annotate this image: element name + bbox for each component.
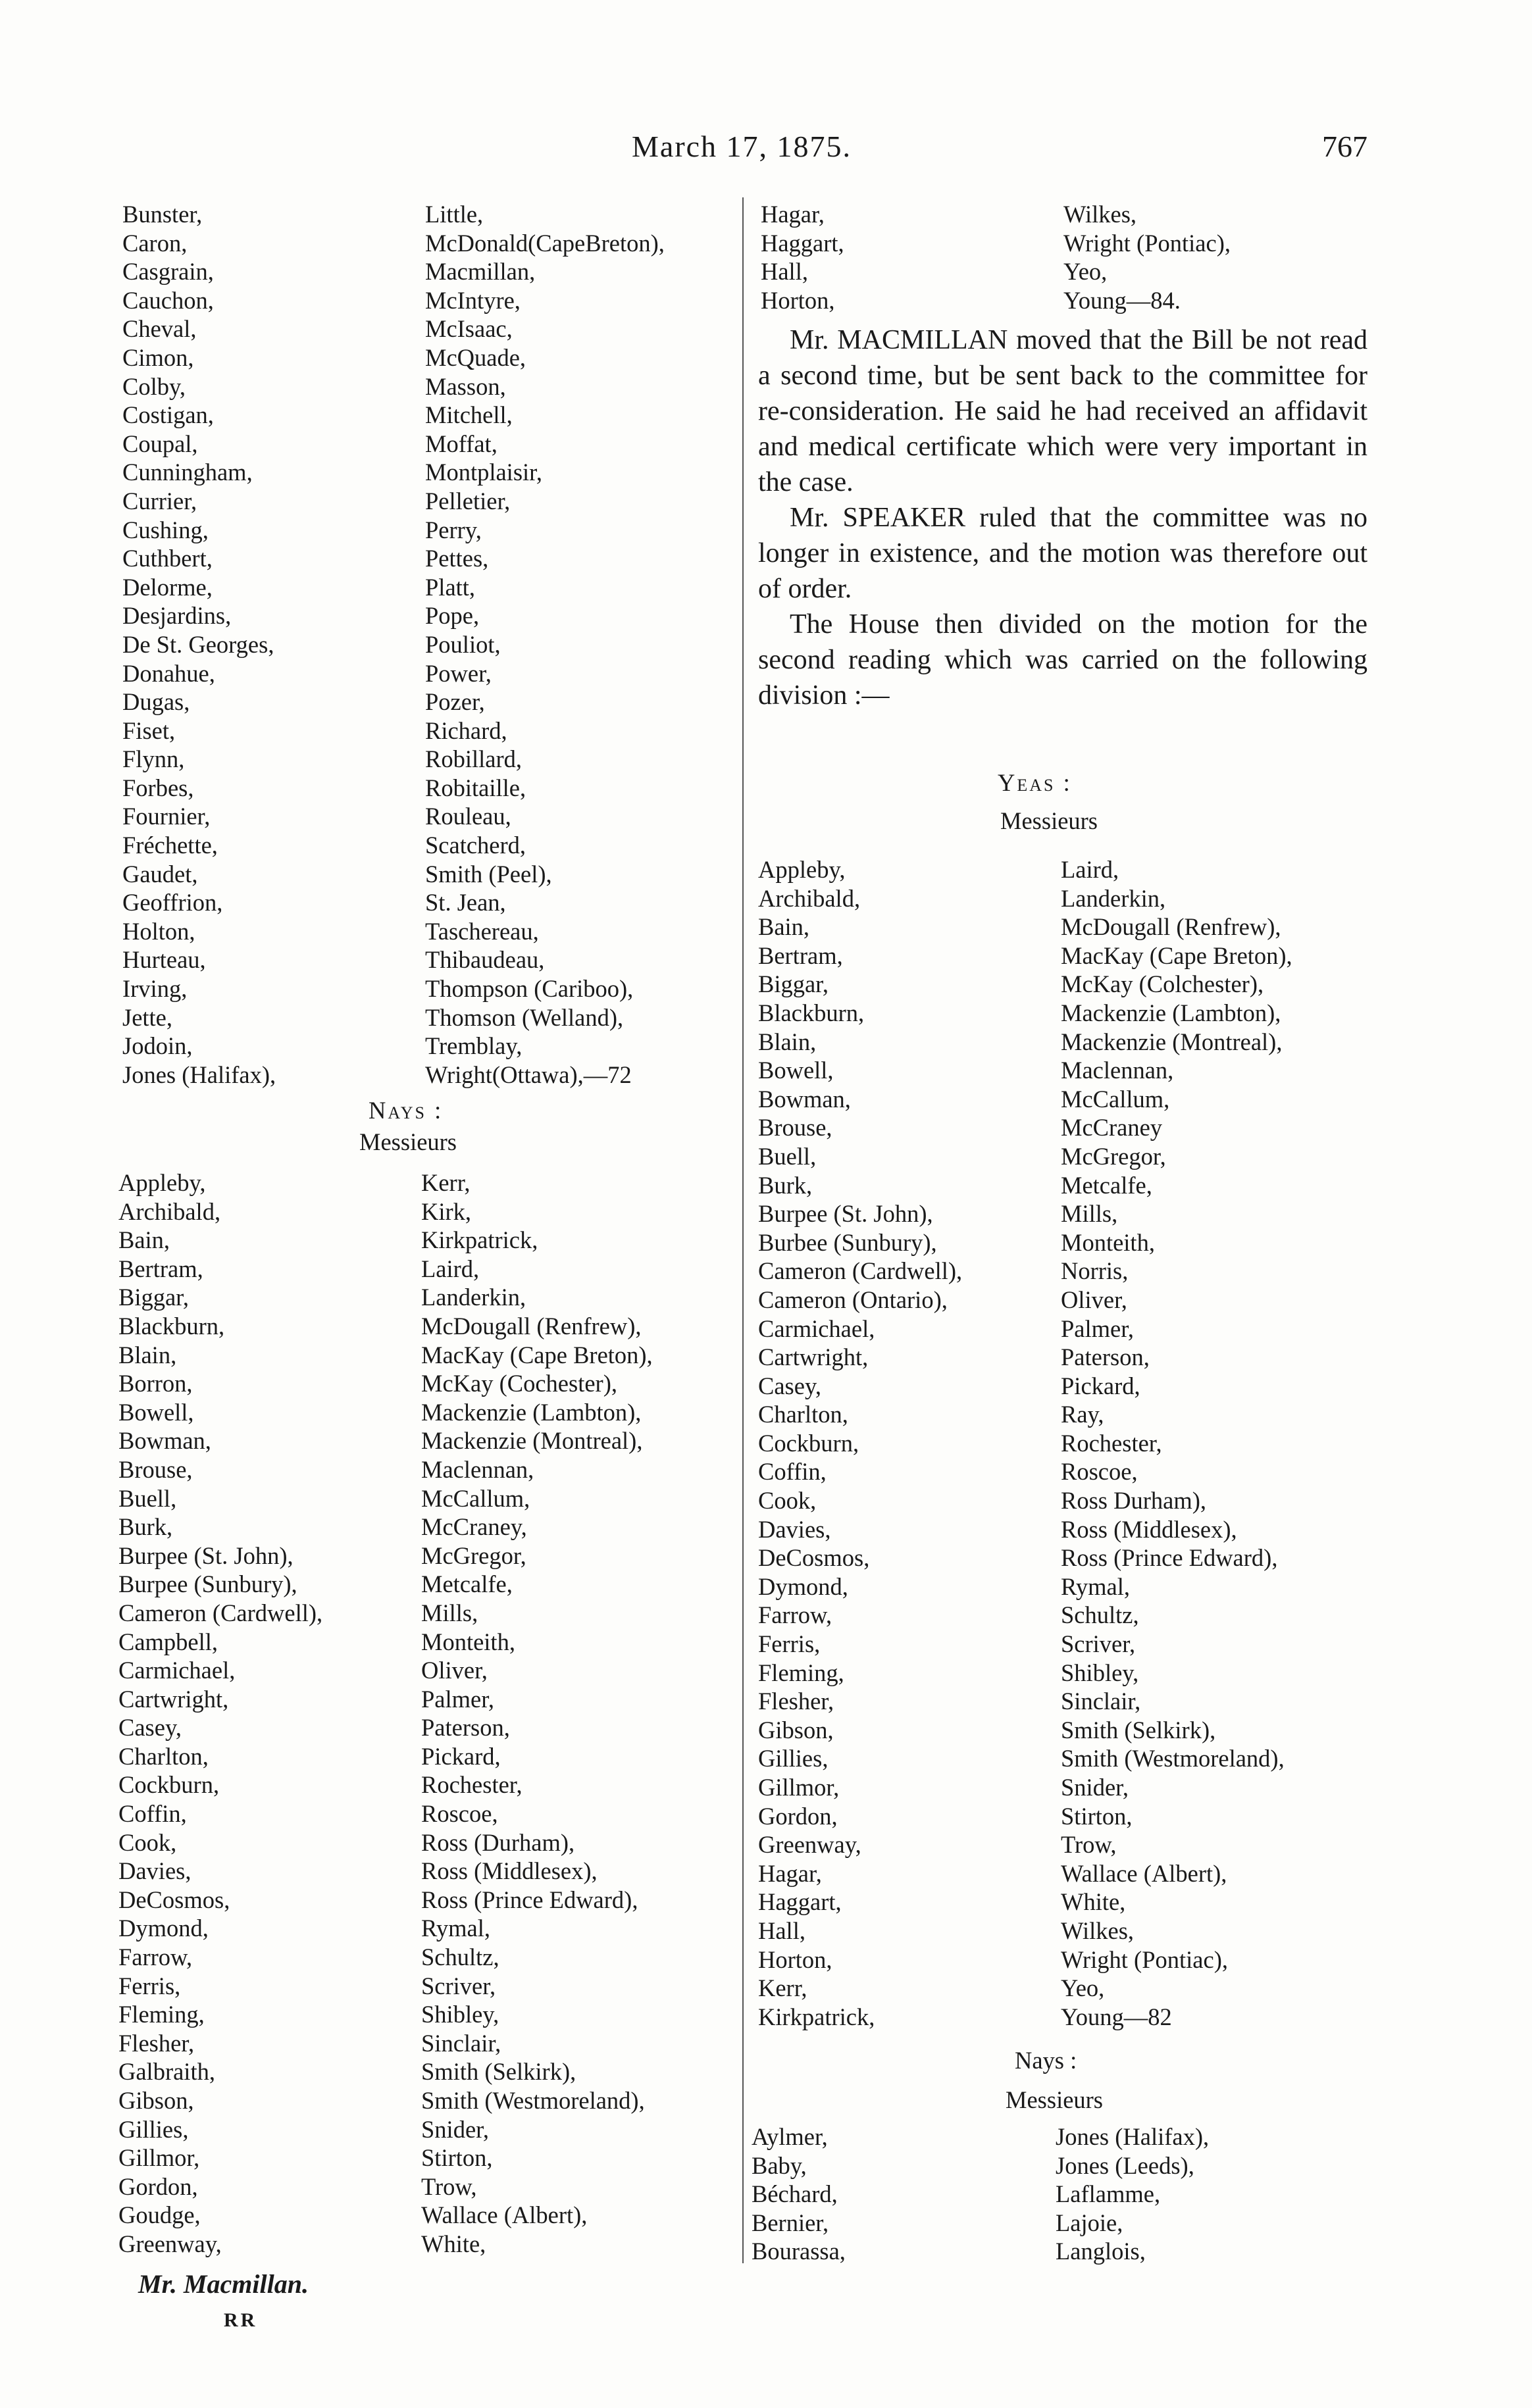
- member-name: Blain,: [758, 1028, 817, 1055]
- right-nays-heading: Nays :: [1015, 2047, 1077, 2074]
- member-name: Rymal,: [1061, 1572, 1130, 1600]
- member-name: Wilkes,: [1061, 1917, 1135, 1944]
- member-name: Rymal,: [421, 1915, 490, 1942]
- member-name: Moffat,: [425, 430, 498, 457]
- left-nays-heading: Nays :: [369, 1097, 444, 1124]
- member-name: Hurteau,: [122, 946, 206, 974]
- member-name: Mackenzie (Montreal),: [1061, 1028, 1283, 1055]
- member-name: Gillies,: [118, 2115, 189, 2143]
- column-divider: [742, 197, 744, 2263]
- member-name: Monteith,: [1061, 1228, 1155, 1256]
- member-name: Cauchon,: [122, 286, 214, 314]
- right-nays-col1: [752, 2122, 846, 2266]
- member-name: Haggart,: [758, 1888, 842, 1916]
- member-name: McDougall (Renfrew),: [421, 1312, 642, 1340]
- member-name: Metcalfe,: [1061, 1171, 1152, 1199]
- member-name: Robitaille,: [425, 774, 526, 801]
- member-name: Burpee (St. John),: [758, 1200, 933, 1228]
- member-name: Perry,: [425, 516, 482, 543]
- member-name: Ross (Middlesex),: [421, 1857, 598, 1885]
- member-name: Rochester,: [421, 1771, 523, 1799]
- member-name: McCraney,: [421, 1513, 527, 1541]
- member-name: Gordon,: [758, 1802, 838, 1830]
- member-name: Landerkin,: [1061, 884, 1166, 912]
- member-name: Kirk,: [421, 1197, 472, 1225]
- member-name: Yeo,: [1063, 258, 1108, 286]
- member-name: Gillmor,: [758, 1774, 840, 1801]
- member-name: Cartwright,: [118, 1685, 229, 1713]
- member-name: Laflamme,: [1056, 2180, 1161, 2208]
- member-name: Fréchette,: [122, 832, 218, 859]
- member-name: Currier,: [122, 487, 197, 514]
- member-name: Mackenzie (Montreal),: [421, 1427, 643, 1455]
- member-name: Shibley,: [421, 2001, 499, 2028]
- member-name: Montplaisir,: [425, 459, 542, 486]
- member-name: Dugas,: [122, 688, 190, 716]
- member-name: Ross Durham),: [1061, 1487, 1207, 1515]
- member-name: McDougall (Renfrew),: [1061, 913, 1281, 941]
- member-name: Kerr,: [758, 1974, 807, 2002]
- member-name: Taschereau,: [425, 917, 539, 945]
- member-name: Wilkes,: [1063, 201, 1137, 228]
- member-name: Mitchell,: [425, 401, 513, 429]
- member-name: Pickard,: [1061, 1372, 1140, 1399]
- member-name: Desjardins,: [122, 602, 232, 630]
- member-name: McCraney: [1061, 1114, 1163, 1141]
- member-name: Coffin,: [758, 1458, 827, 1486]
- member-name: Wright (Pontiac),: [1061, 1945, 1228, 1973]
- member-name: Oliver,: [1061, 1286, 1127, 1313]
- member-name: Gillies,: [758, 1745, 829, 1772]
- member-name: Bunster,: [122, 201, 203, 228]
- member-name: Davies,: [118, 1857, 192, 1885]
- member-name: Ferris,: [758, 1630, 821, 1658]
- member-name: Cameron (Ontario),: [758, 1286, 948, 1313]
- member-name: Maclennan,: [421, 1455, 534, 1483]
- member-name: Costigan,: [122, 401, 214, 429]
- right-nays-col2: [1056, 2122, 1209, 2266]
- member-name: Bowell,: [758, 1057, 834, 1084]
- member-name: Bowman,: [758, 1085, 851, 1113]
- member-name: Palmer,: [421, 1685, 495, 1713]
- member-name: Laird,: [1061, 856, 1119, 883]
- member-name: Colby,: [122, 372, 186, 400]
- member-name: Power,: [425, 659, 492, 687]
- right-yeas-col2: [1061, 855, 1292, 2031]
- member-name: Carmichael,: [118, 1657, 236, 1684]
- member-name: Bowman,: [118, 1427, 211, 1455]
- member-name: Sinclair,: [421, 2029, 501, 2057]
- member-name: Smith (Westmoreland),: [1061, 1745, 1285, 1772]
- member-name: Little,: [425, 201, 484, 228]
- member-name: Cushing,: [122, 516, 209, 543]
- member-name: Norris,: [1061, 1257, 1129, 1285]
- member-name: Cameron (Cardwell),: [118, 1599, 323, 1626]
- member-name: Brouse,: [758, 1114, 832, 1141]
- member-name: Carmichael,: [758, 1315, 875, 1342]
- member-name: Wright(Ottawa),—72: [425, 1061, 632, 1088]
- member-name: Bourassa,: [752, 2238, 846, 2265]
- member-name: Metcalfe,: [421, 1570, 513, 1598]
- member-name: De St. Georges,: [122, 630, 274, 658]
- member-name: Schultz,: [421, 1944, 499, 1971]
- member-name: Cockburn,: [758, 1429, 859, 1457]
- member-name: Wallace (Albert),: [421, 2201, 588, 2229]
- member-name: Cunningham,: [122, 459, 253, 486]
- member-name: McIntyre,: [425, 286, 521, 314]
- member-name: Gordon,: [118, 2172, 198, 2200]
- member-name: Goudge,: [118, 2201, 201, 2229]
- member-name: Flesher,: [758, 1688, 834, 1715]
- member-name: Gibson,: [758, 1716, 834, 1743]
- member-name: Appleby,: [758, 856, 846, 883]
- member-name: Schultz,: [1061, 1601, 1139, 1629]
- member-name: Burk,: [118, 1513, 173, 1541]
- member-name: McCallum,: [421, 1484, 530, 1512]
- member-name: Farrow,: [758, 1601, 832, 1629]
- member-name: Richard,: [425, 716, 507, 744]
- member-name: Mackenzie (Lambton),: [1061, 999, 1281, 1026]
- member-name: McCallum,: [1061, 1085, 1170, 1113]
- member-name: Fiset,: [122, 716, 176, 744]
- paragraph-speaker: Mr. SPEAKER ruled that the committee was no longer in existence, and the motion was therefore out of order.: [758, 503, 1367, 604]
- member-name: Macmillan,: [425, 258, 536, 286]
- member-name: Jodoin,: [122, 1032, 193, 1060]
- member-name: Cook,: [758, 1487, 817, 1515]
- right-messieurs-2: Messieurs: [1006, 2086, 1104, 2113]
- member-name: Hagar,: [758, 1859, 822, 1887]
- member-name: Thibaudeau,: [425, 946, 545, 974]
- member-name: Monteith,: [421, 1628, 515, 1655]
- member-name: Hall,: [761, 258, 808, 286]
- member-name: Caron,: [122, 229, 188, 257]
- member-name: MacKay (Cape Breton),: [421, 1341, 653, 1368]
- member-name: Pope,: [425, 602, 480, 630]
- member-name: Bowell,: [118, 1398, 194, 1426]
- member-name: Rouleau,: [425, 803, 511, 830]
- member-name: Casgrain,: [122, 258, 214, 286]
- member-name: Davies,: [758, 1515, 831, 1543]
- member-name: Wallace (Albert),: [1061, 1859, 1227, 1887]
- member-name: Bain,: [118, 1226, 170, 1254]
- member-name: Aylmer,: [752, 2123, 828, 2150]
- member-name: Lajoie,: [1056, 2209, 1123, 2236]
- member-name: Smith (Westmoreland),: [421, 2087, 645, 2114]
- member-name: Farrow,: [118, 1944, 193, 1971]
- member-name: Flynn,: [122, 745, 185, 773]
- member-name: Smith (Selkirk),: [1061, 1716, 1216, 1743]
- member-name: Stirton,: [1061, 1802, 1133, 1830]
- member-name: Galbraith,: [118, 2058, 215, 2086]
- footer-mark: RR: [224, 2309, 258, 2331]
- member-name: Young—82: [1061, 2003, 1172, 2030]
- member-name: Trow,: [1061, 1831, 1117, 1859]
- member-name: Blackburn,: [118, 1312, 225, 1340]
- member-name: Pickard,: [421, 1742, 501, 1770]
- member-name: Fleming,: [758, 1659, 844, 1686]
- member-name: Roscoe,: [421, 1800, 498, 1828]
- member-name: Flesher,: [118, 2029, 195, 2057]
- left-yeas-col1: [122, 200, 276, 1089]
- paragraph-division: The House then divided on the motion for the second reading which was carried on the following division :—: [758, 609, 1367, 711]
- member-name: Cimon,: [122, 343, 194, 371]
- member-name: Cuthbert,: [122, 545, 213, 572]
- member-name: Burk,: [758, 1171, 813, 1199]
- member-name: Wright (Pontiac),: [1063, 229, 1231, 257]
- member-name: Thomson (Welland),: [425, 1003, 624, 1031]
- member-name: Laird,: [421, 1255, 480, 1282]
- member-name: McQuade,: [425, 343, 526, 371]
- member-name: MacKay (Cape Breton),: [1061, 941, 1292, 969]
- member-name: DeCosmos,: [758, 1544, 870, 1572]
- member-name: McGregor,: [1061, 1142, 1166, 1170]
- member-name: Landerkin,: [421, 1284, 526, 1311]
- member-name: Buell,: [118, 1484, 177, 1512]
- member-name: Hall,: [758, 1917, 805, 1944]
- member-name: Buell,: [758, 1142, 817, 1170]
- member-name: McIsaac,: [425, 315, 513, 343]
- member-name: Ferris,: [118, 1972, 181, 1999]
- member-name: Pozer,: [425, 688, 485, 716]
- member-name: McKay (Cochester),: [421, 1370, 617, 1397]
- member-name: Appleby,: [118, 1169, 206, 1196]
- member-name: Rochester,: [1061, 1429, 1162, 1457]
- member-name: Fleming,: [118, 2001, 205, 2028]
- member-name: Béchard,: [752, 2180, 838, 2208]
- left-nays-col1: [118, 1168, 322, 2259]
- member-name: Blackburn,: [758, 999, 865, 1026]
- member-name: Roscoe,: [1061, 1458, 1138, 1486]
- member-name: Langlois,: [1056, 2238, 1146, 2265]
- member-name: Platt,: [425, 573, 476, 601]
- member-name: Palmer,: [1061, 1315, 1135, 1342]
- right-messieurs: Messieurs: [1000, 807, 1098, 834]
- member-name: Archibald,: [758, 884, 861, 912]
- member-name: Scriver,: [1061, 1630, 1136, 1658]
- member-name: Cartwright,: [758, 1343, 869, 1371]
- member-name: Casey,: [118, 1714, 182, 1742]
- member-name: Jones (Halifax),: [1056, 2123, 1210, 2150]
- member-name: Cockburn,: [118, 1771, 220, 1799]
- paragraph-macmillan: Mr. MACMILLAN moved that the Bill be not read a second time, but be sent back to the committee for re-consideration. He said he had received an affidavit and medical certificate which were very important in the case.: [758, 325, 1367, 497]
- member-name: Bernier,: [752, 2209, 829, 2236]
- member-name: Greenway,: [118, 2230, 222, 2257]
- member-name: Ross (Middlesex),: [1061, 1515, 1237, 1543]
- member-name: Archibald,: [118, 1197, 221, 1225]
- member-name: Mills,: [421, 1599, 478, 1626]
- member-name: Scatcherd,: [425, 832, 526, 859]
- member-name: Smith (Peel),: [425, 860, 552, 888]
- left-yeas-col2: [425, 200, 665, 1089]
- member-name: Cook,: [118, 1828, 177, 1856]
- member-name: Scriver,: [421, 1972, 496, 1999]
- member-name: Shibley,: [1061, 1659, 1139, 1686]
- member-name: Pettes,: [425, 545, 489, 572]
- member-name: Bertram,: [758, 941, 843, 969]
- member-name: Biggar,: [118, 1284, 190, 1311]
- member-name: Dymond,: [118, 1915, 209, 1942]
- member-name: Snider,: [421, 2115, 489, 2143]
- member-name: Jette,: [122, 1003, 173, 1031]
- member-name: Burpee (St. John),: [118, 1542, 294, 1569]
- member-name: Mills,: [1061, 1200, 1118, 1228]
- member-name: Kerr,: [421, 1169, 471, 1196]
- member-name: Gibson,: [118, 2087, 194, 2114]
- member-name: Dymond,: [758, 1572, 848, 1600]
- member-name: White,: [1061, 1888, 1126, 1916]
- member-name: Bain,: [758, 913, 810, 941]
- member-name: McKay (Colchester),: [1061, 970, 1264, 998]
- left-messieurs: Messieurs: [359, 1128, 457, 1155]
- member-name: Gaudet,: [122, 860, 198, 888]
- member-name: Campbell,: [118, 1628, 218, 1655]
- member-name: Irving,: [122, 975, 188, 1003]
- member-name: Robillard,: [425, 745, 522, 773]
- member-name: Cheval,: [122, 315, 197, 343]
- member-name: Borron,: [118, 1370, 193, 1397]
- member-name: Ross (Prince Edward),: [421, 1886, 638, 1913]
- right-top-col1: [761, 200, 844, 314]
- member-name: Blain,: [118, 1341, 177, 1368]
- member-name: Kirkpatrick,: [758, 2003, 875, 2030]
- page-number: 767: [1322, 130, 1367, 163]
- page-header: [0, 129, 1532, 168]
- member-name: Geoffrion,: [122, 889, 223, 916]
- member-name: Jones (Leeds),: [1056, 2151, 1194, 2179]
- motion-paragraph: [758, 322, 1367, 713]
- member-name: Maclennan,: [1061, 1057, 1174, 1084]
- member-name: Fournier,: [122, 803, 211, 830]
- member-name: Paterson,: [421, 1714, 510, 1742]
- member-name: Young—84.: [1063, 286, 1181, 314]
- footer-signature: Mr. Macmillan.: [138, 2269, 309, 2299]
- member-name: White,: [421, 2230, 486, 2257]
- member-name: Yeo,: [1061, 1974, 1105, 2002]
- member-name: Donahue,: [122, 659, 215, 687]
- member-name: Baby,: [752, 2151, 807, 2179]
- member-name: Ray,: [1061, 1401, 1104, 1428]
- member-name: Charlton,: [758, 1401, 848, 1428]
- left-nays-col2: [421, 1168, 653, 2259]
- member-name: Gillmor,: [118, 2144, 200, 2172]
- member-name: Delorme,: [122, 573, 213, 601]
- page-date: March 17, 1875.: [632, 130, 852, 163]
- member-name: Tremblay,: [425, 1032, 523, 1060]
- right-yeas-heading: Yeas :: [998, 769, 1072, 796]
- member-name: Greenway,: [758, 1831, 861, 1859]
- member-name: Cameron (Cardwell),: [758, 1257, 963, 1285]
- member-name: Forbes,: [122, 774, 194, 801]
- member-name: Ross (Durham),: [421, 1828, 575, 1856]
- member-name: Trow,: [421, 2172, 477, 2200]
- member-name: DeCosmos,: [118, 1886, 230, 1913]
- member-name: Burpee (Sunbury),: [118, 1570, 297, 1598]
- member-name: Smith (Selkirk),: [421, 2058, 576, 2086]
- member-name: Bertram,: [118, 1255, 203, 1282]
- member-name: Holton,: [122, 917, 195, 945]
- member-name: Stirton,: [421, 2144, 493, 2172]
- right-yeas-col1: [758, 855, 962, 2031]
- member-name: Hagar,: [761, 201, 825, 228]
- member-name: Sinclair,: [1061, 1688, 1141, 1715]
- member-name: Charlton,: [118, 1742, 209, 1770]
- member-name: Mackenzie (Lambton),: [421, 1398, 642, 1426]
- member-name: St. Jean,: [425, 889, 506, 916]
- member-name: Coupal,: [122, 430, 198, 457]
- member-name: Biggar,: [758, 970, 829, 998]
- member-name: Coffin,: [118, 1800, 187, 1828]
- member-name: Oliver,: [421, 1657, 488, 1684]
- member-name: Burbee (Sunbury),: [758, 1228, 937, 1256]
- member-name: Horton,: [761, 286, 835, 314]
- member-name: Pouliot,: [425, 630, 501, 658]
- member-name: Casey,: [758, 1372, 821, 1399]
- member-name: Paterson,: [1061, 1343, 1150, 1371]
- member-name: Ross (Prince Edward),: [1061, 1544, 1278, 1572]
- member-name: Jones (Halifax),: [122, 1061, 276, 1088]
- member-name: Pelletier,: [425, 487, 511, 514]
- member-name: McDonald(CapeBreton),: [425, 229, 665, 257]
- member-name: Kirkpatrick,: [421, 1226, 538, 1254]
- member-name: Brouse,: [118, 1455, 193, 1483]
- member-name: Masson,: [425, 372, 506, 400]
- member-name: McGregor,: [421, 1542, 526, 1569]
- member-name: Snider,: [1061, 1774, 1129, 1801]
- member-name: Horton,: [758, 1945, 832, 1973]
- member-name: Thompson (Cariboo),: [425, 975, 634, 1003]
- member-name: Haggart,: [761, 229, 844, 257]
- right-top-col2: [1063, 200, 1231, 314]
